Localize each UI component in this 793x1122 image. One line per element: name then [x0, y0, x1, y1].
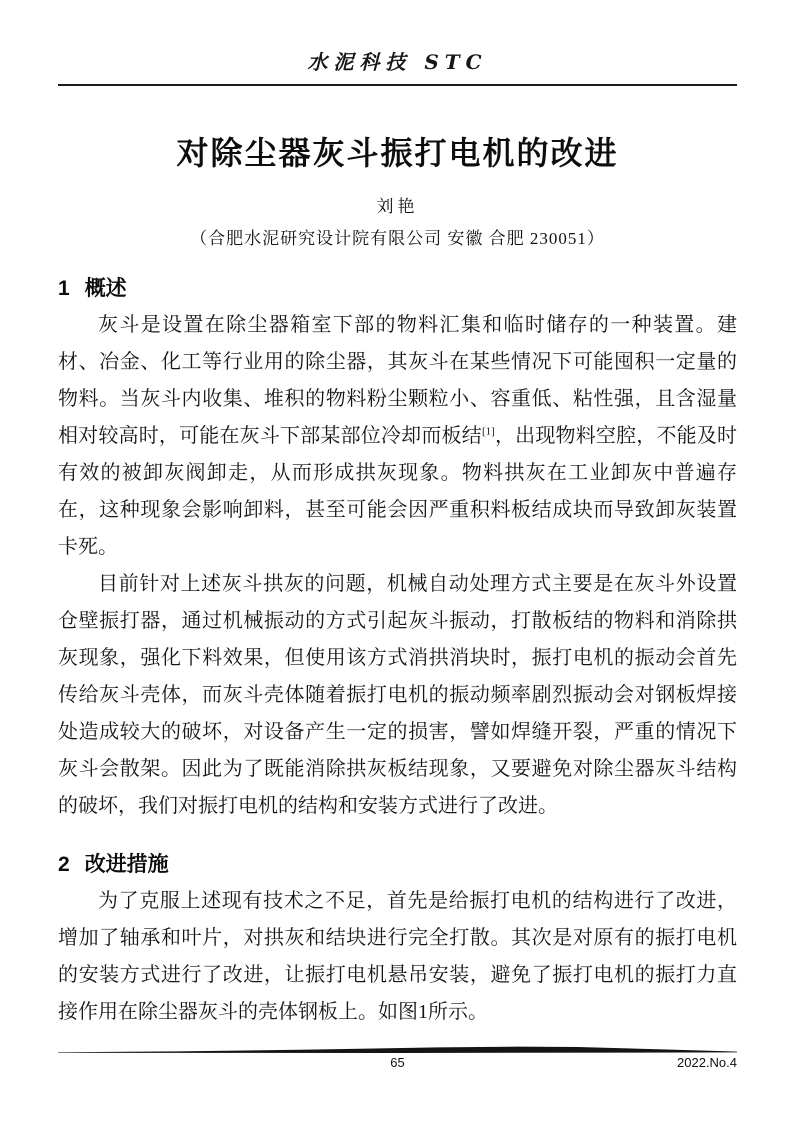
page-footer — [58, 1044, 737, 1070]
section-improvements — [58, 848, 737, 1031]
footer-divider — [58, 1044, 737, 1054]
section-2-title: 改进措施 — [84, 853, 169, 876]
paragraph-1-text-cont: ，出现物料空腔，不能及时有效的被卸灰阀卸走，从而形成拱灰现象。物料拱灰在工业卸灰中普遍存在，这种现象会影响卸料，甚至可能会因严重积料板结成块而导致卸灰装置卡死。 — [58, 425, 738, 558]
author-affiliation: （合肥水泥研究设计院有限公司 安徽 合肥 230051） — [190, 229, 605, 248]
section-1-number: 1 — [58, 277, 70, 300]
article-title: 对除尘器灰斗振打电机的改进 — [176, 135, 619, 171]
header-rule — [58, 84, 737, 86]
section-overview — [58, 272, 737, 825]
page-number: 65 — [390, 1055, 405, 1070]
section-1-title: 概述 — [84, 277, 127, 300]
issue-number: 2022.No.4 — [677, 1055, 737, 1070]
footer-row — [58, 1055, 737, 1070]
paragraph-1-text: 灰斗是设置在除尘器箱室下部的物料汇集和临时储存的一种装置。建材、冶金、化工等行业用的除尘器，其灰斗在某些情况下可能囤积一定量的物料。当灰斗内收集、堆积的物料粉尘颗粒小、容重低、粘性强，且含湿量相对较高时，可能在灰斗下部某部位冷却而板结 — [58, 314, 737, 447]
section-2-number: 2 — [58, 853, 70, 876]
section-1-heading — [58, 272, 737, 302]
paragraph-1 — [58, 307, 737, 566]
paragraph-3: 为了克服上述现有技术之不足，首先是给振打电机的结构进行了改进，增加了轴承和叶片，对拱灰和结块进行完全打散。其次是对原有的振打电机的安装方式进行了改进，让振打电机悬吊安装，避免了振打电机的振打力直接作用在除尘器灰斗的壳体钢板上。如图1所示。 — [58, 890, 737, 1023]
journal-header — [58, 46, 737, 86]
citation-ref-1: [1] — [481, 425, 495, 438]
section-2-heading — [58, 848, 737, 878]
author-name: 刘艳 — [376, 197, 419, 216]
paragraph-2: 目前针对上述灰斗拱灰的问题，机械自动处理方式主要是在灰斗外设置仓壁振打器，通过机械振动的方式引起灰斗振动，打散板结的物料和消除拱灰现象，强化下料效果，但使用该方式消拱消块时，振打电机的振动会首先传给灰斗壳体，而灰斗壳体随着振打电机的振动频率剧烈振动会对钢板焊接处造成较大的破坏，对设备产生一定的损害，譬如焊缝开裂，严重的情况下灰斗会散架。因此为了既能消除拱灰板结现象，又要避免对除尘器灰斗结构的破坏，我们对振打电机的结构和安装方式进行了改进。 — [58, 573, 737, 817]
journal-name: 水泥科技 STC — [307, 50, 488, 74]
